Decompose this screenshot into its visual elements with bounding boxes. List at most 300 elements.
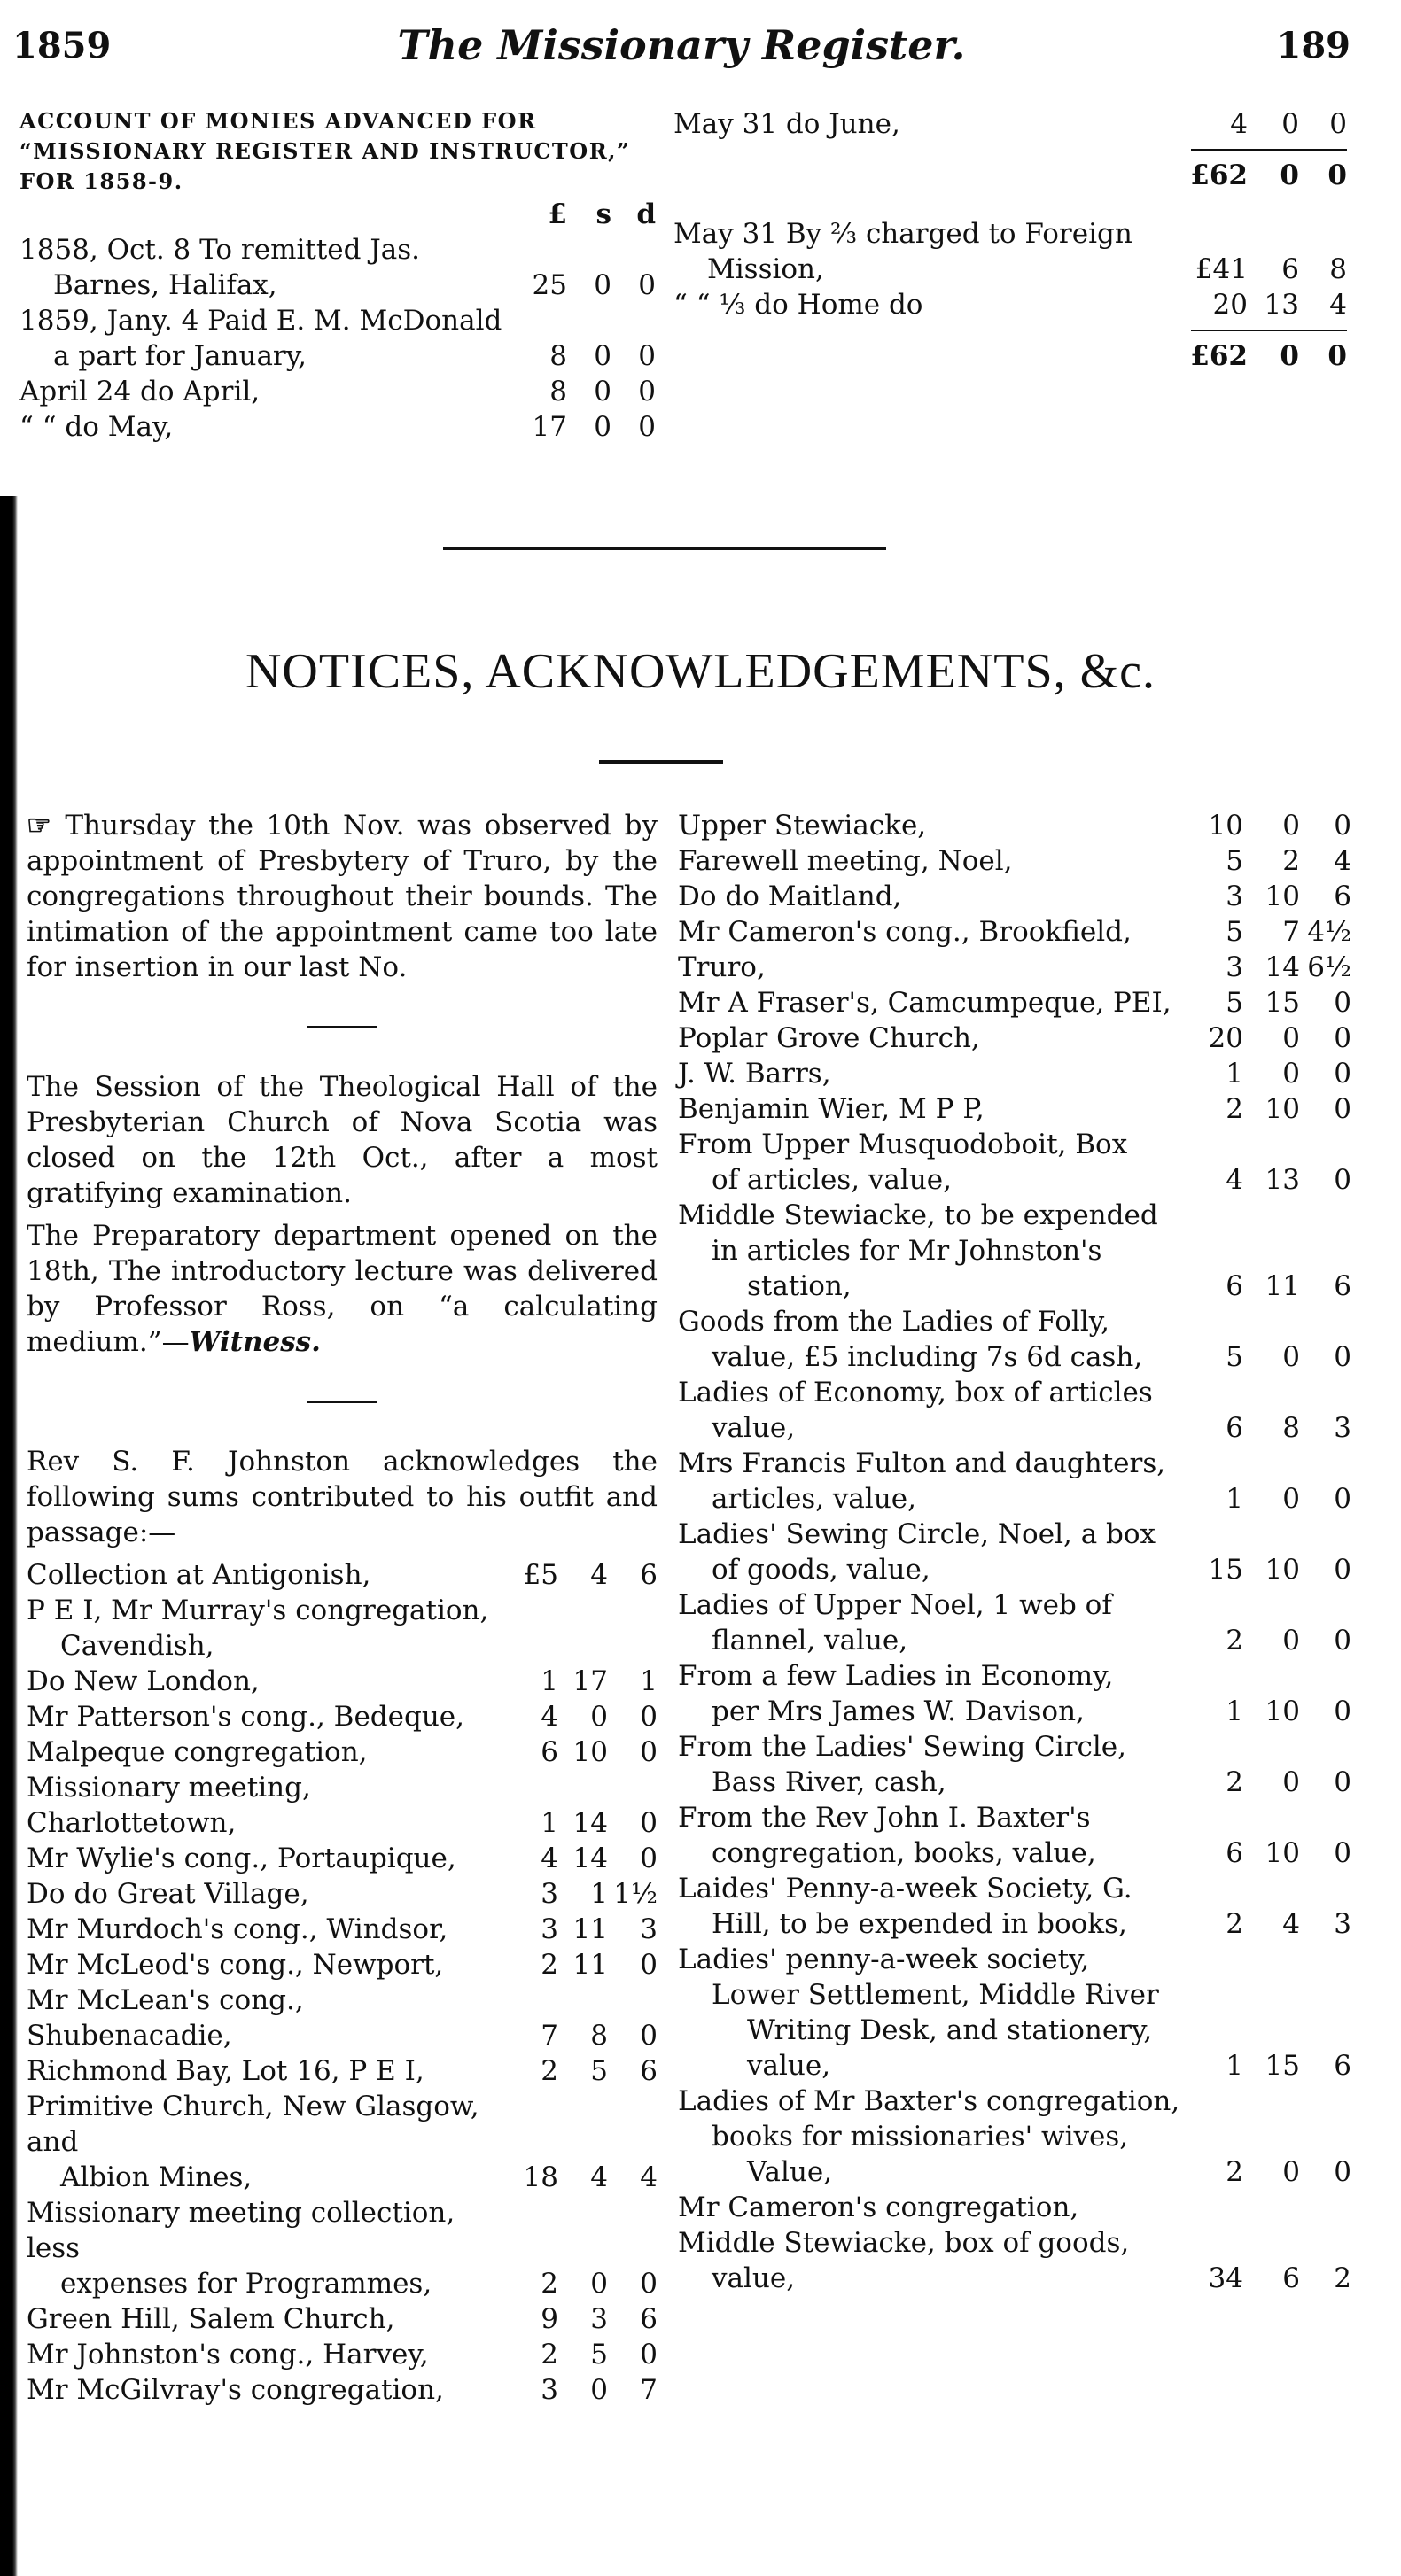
- ledger-row: [678, 950, 1351, 985]
- pence-cell: 0: [1334, 1058, 1351, 1090]
- title-underline: [599, 760, 723, 764]
- row-text: Farewell meeting, Noel,: [678, 845, 1013, 877]
- pounds-cell: £5: [523, 1559, 558, 1591]
- subtotal-shillings: 0: [1280, 159, 1299, 191]
- pounds-cell: 18: [523, 2161, 558, 2193]
- ledger-row: [673, 216, 1347, 287]
- shillings-cell: 0: [1281, 108, 1299, 140]
- ledger-row: [27, 1841, 658, 1876]
- row-continuation: of goods, value,: [712, 1554, 930, 1586]
- pounds-cell: 3: [541, 2374, 558, 2406]
- pounds-cell: 9: [541, 2303, 558, 2335]
- pence-cell: 0: [1334, 1837, 1351, 1869]
- shillings-cell: 0: [590, 2268, 608, 2300]
- row-text: Mr A Fraser's, Camcumpeque, PEI,: [678, 987, 1171, 1019]
- pence-cell: 0: [1334, 1022, 1351, 1054]
- pounds-cell: 1: [1226, 1695, 1243, 1727]
- pence-cell: 7: [640, 2374, 658, 2406]
- pointing-hand-icon: ☞: [27, 810, 66, 842]
- row-description: [678, 1446, 1181, 1517]
- shillings-cell: 14: [1265, 951, 1300, 983]
- ledger-row: [27, 2053, 658, 2089]
- total-pence: 0: [1327, 340, 1347, 372]
- shillings-cell: 6: [1282, 2262, 1300, 2294]
- row-text: From the Rev John I. Baxter's: [678, 1802, 1091, 1834]
- row-text: Green Hill, Salem Church,: [27, 2303, 395, 2335]
- row-description: [27, 2053, 494, 2089]
- ledger-row: [27, 2337, 658, 2372]
- pounds-cell: 34: [1208, 2262, 1243, 2294]
- row-description: [27, 2337, 494, 2372]
- ledger-row: [678, 2083, 1351, 2190]
- shillings-cell: 5: [590, 2055, 608, 2087]
- pence-cell: 0: [1334, 810, 1351, 842]
- shillings-cell: 10: [1265, 1695, 1300, 1727]
- row-description: [673, 287, 1171, 322]
- account-right-column: [673, 106, 1347, 374]
- lsd-header: [19, 197, 656, 232]
- shillings-cell: 0: [590, 1701, 608, 1733]
- shillings-cell: 0: [1282, 1058, 1300, 1090]
- ledger-row: [19, 303, 656, 374]
- row-text: From a few Ladies in Economy,: [678, 1660, 1114, 1692]
- shillings-cell: 0: [1282, 1341, 1300, 1373]
- row-text: Goods from the Ladies of Folly,: [678, 1306, 1110, 1338]
- notice-theological-hall: The Session of the Theological Hall of the Presbyterian Church of Nova Scotia was closed on the 12th Oct., after a most gratifying examination.: [27, 1071, 658, 1209]
- row-continuation: Albion Mines,: [60, 2161, 253, 2193]
- pounds-cell: 1: [541, 1807, 558, 1839]
- shillings-cell: 1: [590, 1878, 608, 1910]
- pounds-cell: 20: [1212, 289, 1248, 321]
- pounds-cell: 3: [541, 1913, 558, 1945]
- row-description: [678, 914, 1181, 950]
- row-description: [27, 1770, 494, 1841]
- shillings-cell: 4: [590, 2161, 608, 2193]
- section-title: NOTICES, ACKNOWLEDGEMENTS, &c.: [245, 644, 1156, 699]
- pounds-cell: 4: [1230, 108, 1248, 140]
- row-continuation: value,: [712, 1412, 796, 1444]
- page-number: 189: [1276, 25, 1350, 66]
- row-text: Mr McLeod's cong., Newport,: [27, 1949, 444, 1981]
- pence-cell: 4: [1334, 845, 1351, 877]
- ledger-row: [678, 1056, 1351, 1091]
- row-text: Mr Johnston's cong., Harvey,: [27, 2339, 429, 2370]
- row-text: Do do Great Village,: [27, 1878, 309, 1910]
- row-description: [678, 1587, 1181, 1658]
- row-text: Ladies of Economy, box of articles: [678, 1377, 1153, 1408]
- pounds-cell: 8: [549, 340, 567, 372]
- shillings-cell: 0: [1282, 1483, 1300, 1515]
- row-description: [27, 1734, 494, 1770]
- pence-cell: 6: [640, 1559, 658, 1591]
- row-description: [678, 1729, 1181, 1800]
- row-text: Upper Stewiacke,: [678, 810, 927, 842]
- shillings-cell: 10: [1265, 1093, 1300, 1125]
- shillings-cell: 11: [572, 1949, 608, 1981]
- row-description: [27, 1947, 494, 1982]
- row-description: [678, 950, 1181, 985]
- subtotal-rule: [673, 142, 1347, 158]
- ledger-row: [678, 2190, 1351, 2296]
- row-continuation: Lower Settlement, Middle River: [712, 1979, 1159, 2011]
- total-shillings: 0: [1280, 340, 1299, 372]
- ledger-row: [678, 1091, 1351, 1127]
- ledger-row: [678, 1587, 1351, 1658]
- shillings-cell: 13: [1265, 1164, 1300, 1196]
- pounds-cell: 1: [541, 1665, 558, 1697]
- row-text: 1858, Oct. 8 To remitted Jas.: [19, 234, 421, 266]
- pence-cell: 4½: [1307, 916, 1351, 948]
- row-description: [27, 2089, 494, 2195]
- row-text: 1859, Jany. 4 Paid E. M. McDonald: [19, 305, 502, 337]
- ledger-row: [27, 1876, 658, 1912]
- account-left-entries: [19, 232, 656, 445]
- shillings-cell: 7: [1282, 916, 1300, 948]
- ledger-row: [678, 1446, 1351, 1517]
- row-description: [19, 232, 512, 303]
- pence-cell: 2: [1334, 2262, 1351, 2294]
- row-description: [27, 1841, 494, 1876]
- shillings-cell: 10: [572, 1736, 608, 1768]
- row-text: Mrs Francis Fulton and daughters,: [678, 1447, 1166, 1479]
- row-continuation: Writing Desk, and stationery,: [747, 2014, 1153, 2046]
- pence-cell: 0: [1334, 1483, 1351, 1515]
- row-text: April 24 do April,: [19, 376, 261, 407]
- account-heading: ACCOUNT OF MONIES ADVANCED FOR “MISSIONARY REGISTER AND INSTRUCTOR,” FOR 1858-9.: [19, 108, 631, 194]
- ledger-row: [678, 1020, 1351, 1056]
- row-text: Missionary meeting, Charlottetown,: [27, 1772, 311, 1839]
- row-text: Primitive Church, New Glasgow, and: [27, 2091, 479, 2158]
- row-description: [678, 843, 1181, 879]
- pence-cell: 0: [1334, 1164, 1351, 1196]
- account-charges: [673, 216, 1347, 322]
- ledger-row: [27, 1593, 658, 1664]
- row-text: Mr Patterson's cong., Bedeque,: [27, 1701, 464, 1733]
- row-description: [19, 303, 512, 374]
- pence-cell: 4: [1329, 289, 1347, 321]
- pounds-cell: 5: [1226, 845, 1243, 877]
- pounds-cell: 5: [1226, 987, 1243, 1019]
- row-continuation: per Mrs James W. Davison,: [712, 1695, 1085, 1727]
- row-description: [678, 2083, 1181, 2190]
- row-description: [678, 985, 1181, 1020]
- header-year: 1859: [12, 25, 112, 66]
- row-text: Mr Cameron's congregation, Middle Stewiacke, box of goods,: [678, 2192, 1130, 2259]
- row-continuation: Hill, to be expended in books,: [712, 1908, 1127, 1940]
- row-text: Poplar Grove Church,: [678, 1022, 980, 1054]
- row-text: Mr Cameron's cong., Brookfield,: [678, 916, 1132, 948]
- pounds-cell: 25: [532, 269, 567, 301]
- pence-cell: 0: [640, 1843, 658, 1874]
- row-description: [678, 1375, 1181, 1446]
- running-header: [12, 21, 1350, 74]
- pounds-cell: 10: [1208, 810, 1243, 842]
- contributions-left-list: [27, 1557, 658, 2408]
- row-description: [27, 1982, 494, 2053]
- row-text: From Upper Musquodoboit, Box: [678, 1129, 1128, 1160]
- shillings-cell: 5: [590, 2339, 608, 2370]
- pounds-header: £: [548, 198, 567, 230]
- pounds-cell: 3: [1226, 881, 1243, 912]
- pence-cell: 3: [1334, 1412, 1351, 1444]
- ledger-row: [27, 2195, 658, 2301]
- shillings-cell: 4: [590, 1559, 608, 1591]
- pounds-cell: 1: [1226, 1483, 1243, 1515]
- ledger-row: [678, 879, 1351, 914]
- row-description: [27, 1664, 494, 1699]
- shillings-header: s: [595, 198, 611, 230]
- pounds-cell: 4: [541, 1701, 558, 1733]
- row-description: [678, 1871, 1181, 1942]
- row-text: Richmond Bay, Lot 16, P E I,: [27, 2055, 424, 2087]
- notices-right-column: [678, 808, 1351, 2296]
- row-text: Middle Stewiacke, to be expended: [678, 1199, 1158, 1231]
- ledger-row: [678, 843, 1351, 879]
- pounds-cell: 2: [541, 1949, 558, 1981]
- shillings-cell: 0: [1282, 1625, 1300, 1657]
- row-continuation: Mission,: [707, 253, 824, 285]
- row-description: [27, 1699, 494, 1734]
- pence-cell: 1: [640, 1665, 658, 1697]
- ledger-row: [27, 2301, 658, 2337]
- row-text: J. W. Barrs,: [678, 1058, 831, 1090]
- row-description: [678, 1800, 1181, 1871]
- pence-cell: 0: [638, 269, 656, 301]
- shillings-cell: 10: [1265, 1554, 1300, 1586]
- section-divider: [443, 547, 886, 550]
- pounds-cell: 2: [1226, 1093, 1243, 1125]
- pence-cell: 6: [1334, 2050, 1351, 2082]
- row-description: [678, 1091, 1181, 1127]
- pounds-cell: 17: [532, 411, 567, 443]
- ledger-row: [678, 1658, 1351, 1729]
- row-description: [673, 216, 1171, 287]
- row-text: From the Ladies' Sewing Circle,: [678, 1731, 1126, 1763]
- shillings-cell: 4: [1282, 1908, 1300, 1940]
- shillings-cell: 0: [1282, 2156, 1300, 2188]
- pence-cell: 0: [1334, 1341, 1351, 1373]
- subtotal-pounds: £62: [1190, 159, 1248, 191]
- pounds-cell: 4: [1226, 1164, 1243, 1196]
- row-description: [678, 1942, 1181, 2083]
- account-left-column: [19, 106, 656, 445]
- shillings-cell: 8: [590, 2020, 608, 2052]
- pence-cell: 3: [1334, 1908, 1351, 1940]
- row-text: May 31 do June,: [673, 108, 900, 140]
- ledger-row: [678, 1800, 1351, 1871]
- pence-cell: 0: [1334, 2156, 1351, 2188]
- pence-cell: 0: [638, 376, 656, 407]
- shillings-cell: 14: [572, 1843, 608, 1874]
- shillings-cell: 14: [572, 1807, 608, 1839]
- ledger-row: [19, 232, 656, 303]
- row-continuation: value, £5 including 7s 6d cash,: [712, 1341, 1143, 1373]
- row-continuation: congregation, books, value,: [712, 1837, 1096, 1869]
- row-continuation: of articles, value,: [712, 1164, 952, 1196]
- row-description: [678, 1517, 1181, 1587]
- pounds-cell: 4: [541, 1843, 558, 1874]
- pence-cell: 0: [1334, 1695, 1351, 1727]
- ledger-row: [678, 1198, 1351, 1304]
- shillings-cell: 15: [1265, 987, 1300, 1019]
- account-total: [673, 338, 1347, 374]
- row-continuation: station,: [747, 1270, 852, 1302]
- ledger-row: [19, 409, 656, 445]
- pounds-cell: 1: [1226, 1058, 1243, 1090]
- pence-cell: 0: [640, 2339, 658, 2370]
- row-text: Mr Murdoch's cong., Windsor,: [27, 1913, 448, 1945]
- pounds-cell: 20: [1208, 1022, 1243, 1054]
- ledger-row: [27, 1912, 658, 1947]
- pounds-cell: 2: [541, 2339, 558, 2370]
- total-pounds: £62: [1190, 340, 1248, 372]
- binding-shadow: [0, 496, 18, 2576]
- row-description: [678, 1198, 1181, 1304]
- row-text: Malpeque congregation,: [27, 1736, 368, 1768]
- row-text: Mr McGilvray's congregation,: [27, 2374, 444, 2406]
- pence-cell: 0: [1334, 1554, 1351, 1586]
- notice-thursday: [27, 808, 658, 985]
- pence-cell: 0: [638, 411, 656, 443]
- pence-cell: 0: [638, 340, 656, 372]
- pence-cell: 0: [1334, 1766, 1351, 1798]
- notice-preparatory: [27, 1218, 658, 1360]
- row-description: [678, 808, 1181, 843]
- shillings-cell: 6: [1281, 253, 1299, 285]
- row-description: [27, 1593, 494, 1664]
- row-description: [678, 1304, 1181, 1375]
- row-description: [678, 1658, 1181, 1729]
- row-text: Truro,: [678, 951, 766, 983]
- ledger-row: [678, 1375, 1351, 1446]
- row-description: [27, 1557, 494, 1593]
- row-description: [19, 374, 512, 409]
- pence-cell: 8: [1329, 253, 1347, 285]
- pence-cell: 3: [640, 1913, 658, 1945]
- ledger-row: [27, 1699, 658, 1734]
- shillings-cell: 15: [1265, 2050, 1300, 2082]
- pence-cell: 6: [640, 2303, 658, 2335]
- row-description: [678, 2190, 1181, 2296]
- row-continuation: expenses for Programmes,: [60, 2268, 432, 2300]
- pence-cell: 1½: [613, 1878, 658, 1910]
- ledger-row: [27, 1770, 658, 1841]
- pence-cell: 4: [640, 2161, 658, 2193]
- row-text: “ “ do May,: [19, 411, 174, 443]
- row-text: P E I, Mr Murray's congregation,: [27, 1594, 489, 1626]
- notice-johnston: Rev S. F. Johnston acknowledges the following sums contributed to his outfit and passage:—: [27, 1446, 658, 1548]
- pounds-cell: 2: [1226, 2156, 1243, 2188]
- row-text: Ladies of Upper Noel, 1 web of: [678, 1589, 1112, 1621]
- row-description: [678, 1020, 1181, 1056]
- row-description: [678, 879, 1181, 914]
- shillings-cell: 11: [1265, 1270, 1300, 1302]
- shillings-cell: 0: [594, 376, 611, 407]
- row-text: Mr Wylie's cong., Portaupique,: [27, 1843, 456, 1874]
- row-continuation: books for missionaries' wives,: [712, 2121, 1129, 2153]
- pence-cell: 0: [640, 1807, 658, 1839]
- row-text: Ladies of Mr Baxter's congregation,: [678, 2085, 1180, 2117]
- row-continuation: Cavendish,: [60, 1630, 214, 1662]
- notice-divider: [307, 1401, 377, 1403]
- shillings-cell: 8: [1282, 1412, 1300, 1444]
- ledger-row: [27, 1734, 658, 1770]
- notice-preparatory-text: The Preparatory department opened on the 18th, The introductory lecture was delivered by Professor Ross, on “a calculating medium.”—: [27, 1220, 658, 1358]
- shillings-cell: 0: [594, 340, 611, 372]
- ledger-row: [678, 1942, 1351, 2083]
- ledger-row: [27, 1664, 658, 1699]
- ledger-row: [678, 1517, 1351, 1587]
- ledger-row: [678, 808, 1351, 843]
- pounds-cell: 6: [1226, 1412, 1243, 1444]
- pounds-cell: 3: [541, 1878, 558, 1910]
- pence-cell: 0: [1334, 987, 1351, 1019]
- row-continuation: value,: [747, 2050, 831, 2082]
- pounds-cell: 15: [1208, 1554, 1243, 1586]
- ledger-row: [678, 1729, 1351, 1800]
- ledger-row: [678, 914, 1351, 950]
- pence-cell: 0: [640, 2268, 658, 2300]
- account-right-entries: [673, 106, 1347, 142]
- row-continuation: flannel, value,: [712, 1625, 908, 1657]
- ledger-row: [673, 106, 1347, 142]
- notices-left-column: [27, 808, 658, 2408]
- row-continuation: in articles for Mr Johnston's: [712, 1235, 1102, 1267]
- pounds-cell: £41: [1195, 253, 1248, 285]
- row-description: [27, 2195, 494, 2301]
- row-text: “ “ ⅓ do Home do: [673, 289, 923, 321]
- shillings-cell: 0: [1282, 1022, 1300, 1054]
- pence-cell: 0: [640, 1949, 658, 1981]
- ledger-row: [27, 1557, 658, 1593]
- pence-cell: 6: [1334, 1270, 1351, 1302]
- pence-cell: 6½: [1307, 951, 1351, 983]
- row-continuation: a part for January,: [53, 340, 307, 372]
- shillings-cell: 0: [594, 411, 611, 443]
- pounds-cell: 8: [549, 376, 567, 407]
- pence-cell: 0: [640, 1736, 658, 1768]
- pounds-cell: 7: [541, 2020, 558, 2052]
- total-rule: [673, 322, 1347, 338]
- shillings-cell: 10: [1265, 881, 1300, 912]
- row-text: Collection at Antigonish,: [27, 1559, 371, 1591]
- pounds-cell: 2: [1226, 1908, 1243, 1940]
- ledger-row: [27, 2372, 658, 2408]
- row-text: May 31 By ⅔ charged to Foreign: [673, 218, 1132, 250]
- pounds-cell: 2: [541, 2055, 558, 2087]
- ledger-row: [678, 1127, 1351, 1198]
- shillings-cell: 0: [1282, 1766, 1300, 1798]
- pounds-cell: 5: [1226, 1341, 1243, 1373]
- pounds-cell: 6: [541, 1736, 558, 1768]
- row-continuation: Barnes, Halifax,: [53, 269, 277, 301]
- pence-cell: 0: [1329, 108, 1347, 140]
- row-description: [27, 2372, 494, 2408]
- ledger-row: [678, 985, 1351, 1020]
- row-continuation: value,: [712, 2262, 796, 2294]
- shillings-cell: 0: [1282, 810, 1300, 842]
- pence-header: d: [636, 198, 656, 230]
- pence-cell: 6: [640, 2055, 658, 2087]
- row-text: Ladies' Sewing Circle, Noel, a box: [678, 1518, 1156, 1550]
- shillings-cell: 10: [1265, 1837, 1300, 1869]
- shillings-cell: 0: [590, 2374, 608, 2406]
- shillings-cell: 17: [572, 1665, 608, 1697]
- ledger-row: [27, 2089, 658, 2195]
- pence-cell: 0: [1334, 1625, 1351, 1657]
- row-text: Mr McLean's cong., Shubenacadie,: [27, 1984, 304, 2052]
- notice-divider: [307, 1026, 377, 1028]
